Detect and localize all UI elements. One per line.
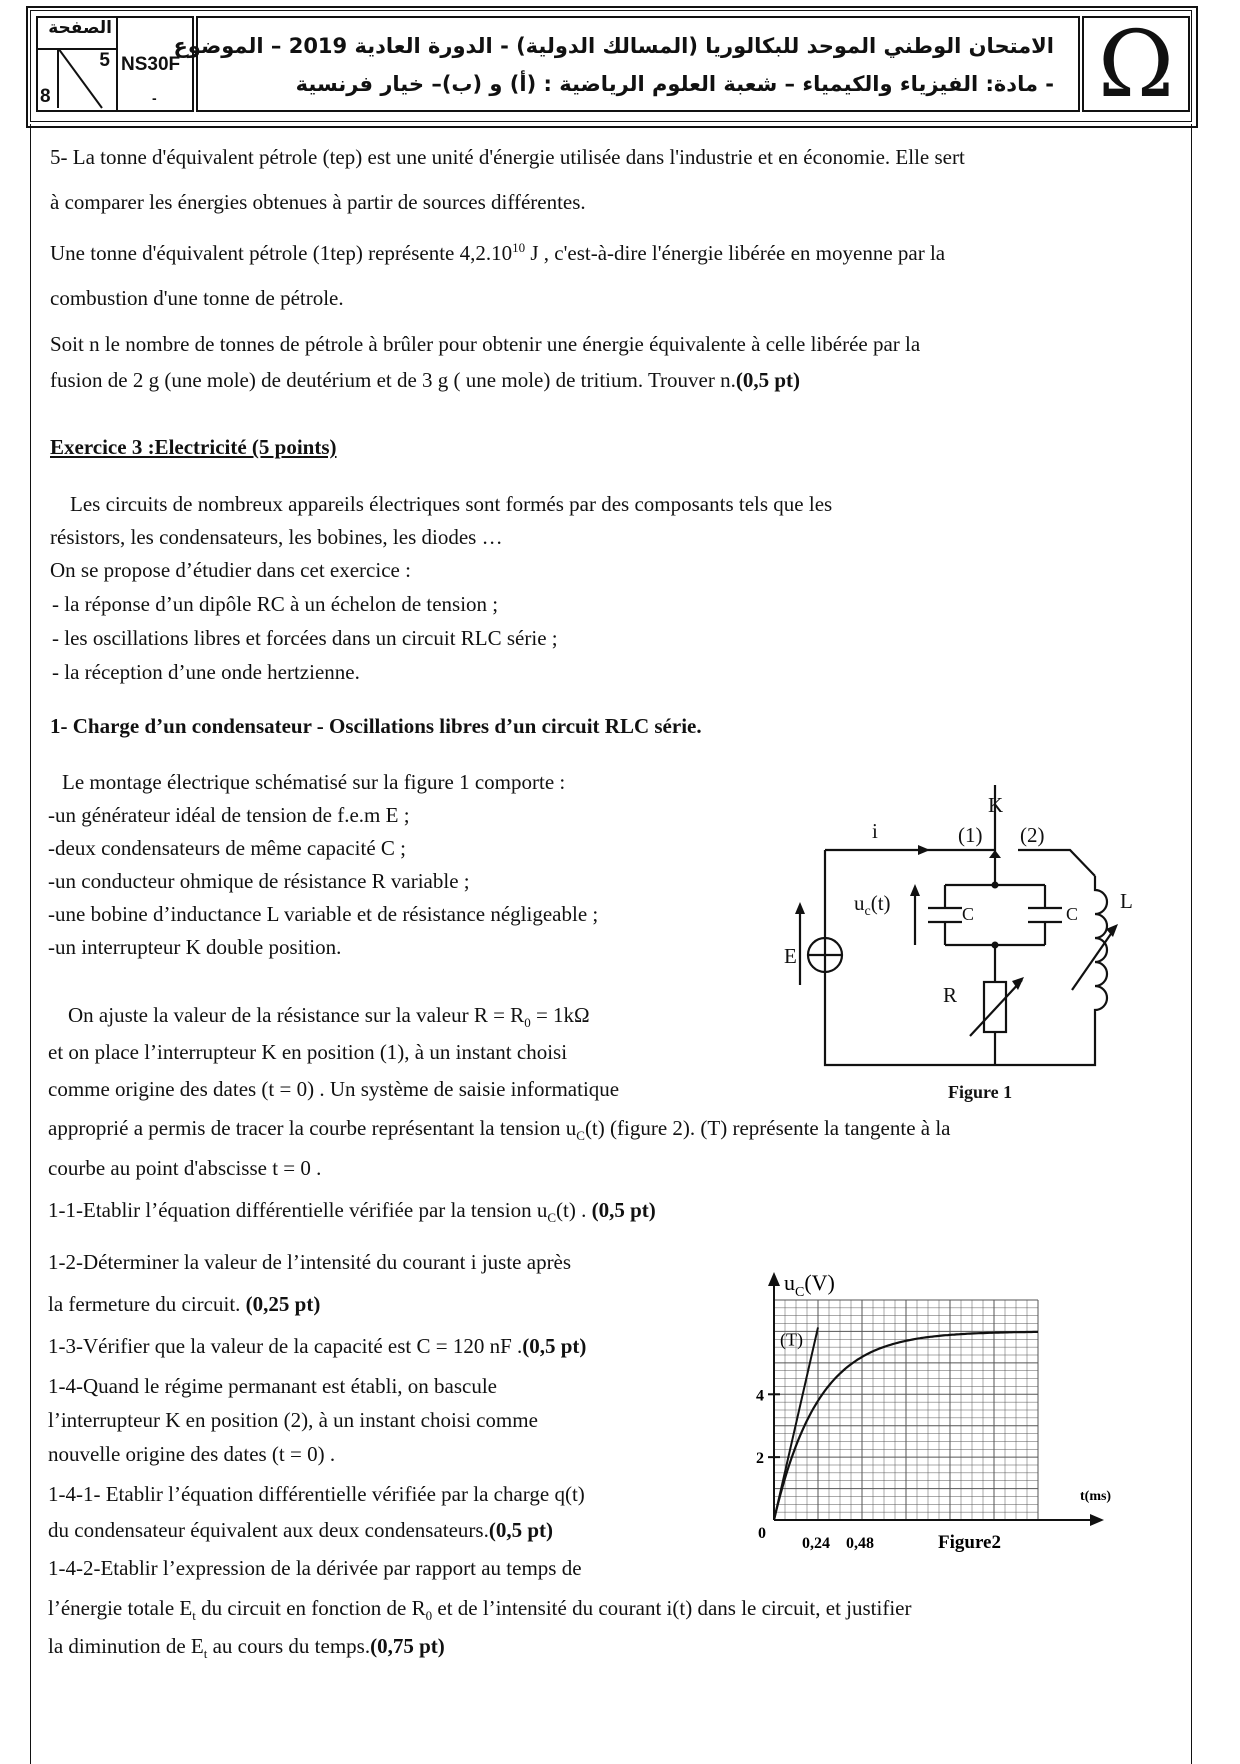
node-dot-k xyxy=(989,850,1001,858)
current-i-label: i xyxy=(872,819,878,843)
chart-origin-label: 0 xyxy=(758,1525,766,1542)
adjust-line-4-sub: C xyxy=(576,1128,585,1144)
q5-line-1-text: 5- La tonne d'équivalent pétrole (tep) est une unité d'énergie utilisée dans l'industrie et en économie. Elle sert xyxy=(50,145,965,169)
uc-sub: c xyxy=(864,904,871,919)
exam-code: NS30F xyxy=(121,54,181,75)
question-1-3 xyxy=(48,1334,586,1358)
uc-u: u xyxy=(854,891,865,915)
node-dot-cap-top xyxy=(992,882,999,889)
question-1-2-line-1: 1-2-Déterminer la valeur de l’intensité du courant i juste après xyxy=(48,1250,572,1274)
omega-logo-icon: Ω xyxy=(1097,11,1175,118)
adjust-line-1-b: = 1kΩ xyxy=(530,1003,590,1027)
chart-y-tick-label: 2 xyxy=(756,1450,764,1468)
question-1-4-2-line-2 xyxy=(48,1596,911,1628)
question-1-1 xyxy=(48,1198,656,1230)
voltage-uc-arrowhead xyxy=(910,884,920,896)
q142-c2: au cours du temps. xyxy=(207,1634,371,1658)
q5-line-3-a: Une tonne d'équivalent pétrole (1tep) représente 4,2.10 xyxy=(50,241,513,265)
q13-a: 1-3-Vérifier que la valeur de la capacité est C = 120 nF . xyxy=(48,1334,523,1358)
q13-points: (0,5 pt) xyxy=(522,1334,587,1358)
q142-b3: et de l’intensité du courant i(t) dans le circuit, et justifier xyxy=(432,1596,912,1620)
adjust-line-1-sub: 0 xyxy=(524,1015,531,1031)
resistor-variable-arrow xyxy=(970,980,1022,1036)
q5-line-5: Soit n le nombre de tonnes de pétrole à brûler pour obtenir une énergie équivalente à celle libérée par la xyxy=(50,332,921,356)
part-1-title: 1- Charge d’un condensateur - Oscillations libres d’un circuit RLC série. xyxy=(50,714,702,738)
q11-points: (0,5 pt) xyxy=(591,1198,656,1222)
exercise-3-title: Exercice 3 :Electricité (5 points) xyxy=(50,435,337,459)
adjust-line-4 xyxy=(48,1116,951,1148)
current-arrowhead xyxy=(918,845,930,855)
q11-a: 1-1-Etablir l’équation différentielle vérifiée par la tension u xyxy=(48,1198,548,1222)
question-1-4-line-2: l’interrupteur K en position (2), à un instant choisi comme xyxy=(48,1408,538,1432)
chart-y-tick-label: 4 xyxy=(756,1387,764,1405)
ex3-intro-3: On se propose d’étudier dans cet exercice : xyxy=(50,558,411,582)
adjust-line-1 xyxy=(68,1003,590,1035)
q5-line-3-exp: 10 xyxy=(512,240,526,255)
page-label: الصفحة xyxy=(48,18,112,38)
chart-y-label: $u_C(V)$ xyxy=(784,1270,835,1300)
capacitor-1-plates xyxy=(928,908,962,922)
question-1-4-line-3: nouvelle origine des dates (t = 0) . xyxy=(48,1442,336,1466)
q5-line-3 xyxy=(50,236,945,265)
exam-code-dash: - xyxy=(152,90,157,106)
uc-t: (t) xyxy=(870,891,891,915)
q5-line-2: à comparer les énergies obtenues à partir de sources différentes. xyxy=(50,190,586,214)
exam-title-line-1: الامتحان الوطني الموحد للبكالوريا (المسالك الدولية) - الدورة العادية 2019 – الموضوع xyxy=(173,34,1054,58)
montage-line-4: -un conducteur ohmique de résistance R variable ; xyxy=(48,869,470,893)
question-1-4-2-line-3 xyxy=(48,1634,445,1666)
question-1-4-1-line-1: 1-4-1- Etablir l’équation différentielle vérifiée par la charge q(t) xyxy=(48,1482,585,1506)
ex3-bullet-3: - la réception d’une onde hertzienne. xyxy=(52,660,360,684)
figure-1-caption: Figure 1 xyxy=(948,1082,1013,1102)
adjust-line-5: courbe au point d'abscisse t = 0 . xyxy=(48,1156,322,1180)
chart-x-tick-label: 0,48 xyxy=(846,1535,874,1552)
inductor-l-label: L xyxy=(1120,889,1133,913)
question-1-4-1-line-2 xyxy=(48,1518,553,1542)
q5-line-6 xyxy=(50,368,800,392)
q142-b2: du circuit en fonction de R xyxy=(195,1596,426,1620)
chart-tangent-label: (T) xyxy=(780,1329,803,1350)
exam-title-box xyxy=(173,16,1080,112)
exam-title-line-2: - مادة: الفيزياء والكيمياء – شعبة العلوم الرياضية : (أ) و (ب)– خيار فرنسية xyxy=(295,72,1054,96)
question-1-4-2-line-1: 1-4-2-Etablir l’expression de la dérivée par rapport au temps de xyxy=(48,1556,582,1580)
montage-line-6: -un interrupteur K double position. xyxy=(48,935,342,959)
question-1-4-line-1: 1-4-Quand le régime permanant est établi, on bascule xyxy=(48,1374,497,1398)
question-1-2-line-2 xyxy=(48,1292,320,1316)
q5-points: (0,5 pt) xyxy=(735,368,801,392)
figure-1-circuit xyxy=(760,780,1140,1110)
ex3-intro-2: résistors, les condensateurs, les bobines, les diodes … xyxy=(50,525,503,549)
resistor-r-label: R xyxy=(943,983,958,1007)
q12-points: (0,25 pt) xyxy=(245,1292,321,1316)
ex3-bullet-1: - la réponse d’un dipôle RC à un échelon de tension ; xyxy=(52,592,499,616)
inductor-variable-arrow xyxy=(1072,928,1115,990)
q142-c1: la diminution de E xyxy=(48,1634,204,1658)
q5-line-1 xyxy=(50,145,965,169)
switch-pos-2-label: (2) xyxy=(1020,823,1045,847)
voltage-uc-label xyxy=(854,891,891,919)
q5-line-3-b: J , c'est-à-dire l'énergie libérée en moyenne par la xyxy=(525,241,946,265)
node-dot-cap-bottom xyxy=(992,942,999,949)
q142-b2-sub: 0 xyxy=(425,1608,433,1624)
adjust-line-2: et on place l’interrupteur K en position (1), à un instant choisi xyxy=(48,1040,568,1064)
switch-pos-1-label: (1) xyxy=(958,823,983,847)
capacitor-1-label: C xyxy=(962,904,975,924)
montage-line-3: -deux condensateurs de même capacité C ; xyxy=(48,836,407,860)
logo-box xyxy=(1082,11,1190,118)
adjust-line-3: comme origine des dates (t = 0) . Un système de saisie informatique xyxy=(48,1077,620,1101)
q141-points: (0,5 pt) xyxy=(488,1518,554,1542)
page-number-box xyxy=(36,16,118,112)
voltage-e-arrowhead xyxy=(795,902,805,914)
montage-line-1: Le montage électrique schématisé sur la figure 1 comporte : xyxy=(62,770,566,794)
q142-c1-sub: t xyxy=(203,1646,208,1662)
q142-b1: l’énergie totale E xyxy=(48,1596,193,1620)
q142-points: (0,75 pt) xyxy=(370,1634,445,1658)
generator-e-label: E xyxy=(784,944,797,968)
capacitor-2-plates xyxy=(1028,908,1062,922)
switch-k-label: K xyxy=(988,793,1004,817)
resistor-r xyxy=(984,982,1006,1032)
q141-b: du condensateur équivalent aux deux condensateurs. xyxy=(48,1518,489,1542)
circuit-wire-bottom xyxy=(825,850,1095,1065)
q11-b: (t) . xyxy=(556,1198,592,1222)
circuit-wire-pos2 xyxy=(1018,850,1095,876)
q5-line-6-text: fusion de 2 g (une mole) de deutérium et de 3 g ( une mole) de tritium. Trouver n. xyxy=(50,368,736,392)
ex3-bullet-2: - les oscillations libres et forcées dans un circuit RLC série ; xyxy=(52,626,558,650)
q142-b1-sub: t xyxy=(192,1608,196,1624)
chart-title: Figure2 xyxy=(938,1532,1001,1553)
adjust-line-4-b: (t) (figure 2). (T) représente la tangente à la xyxy=(584,1116,951,1140)
ex3-intro-1: Les circuits de nombreux appareils électriques sont formés par des composants tels que les xyxy=(70,492,833,516)
adjust-line-1-a: On ajuste la valeur de la résistance sur la valeur R = R xyxy=(68,1003,525,1027)
montage-line-5: -une bobine d’inductance L variable et de résistance négligeable ; xyxy=(48,902,599,926)
chart-x-tick-label: 0,24 xyxy=(802,1535,830,1552)
chart-x-axis-arrowhead xyxy=(1090,1514,1104,1526)
chart-x-label: t(ms) xyxy=(1080,1489,1112,1504)
q5-line-4: combustion d'une tonne de pétrole. xyxy=(50,286,344,310)
page-total: 8 xyxy=(40,86,51,107)
q12-b: la fermeture du circuit. xyxy=(48,1292,246,1316)
adjust-line-4-a: approprié a permis de tracer la courbe représentant la tension u xyxy=(48,1116,577,1140)
page-number: 5 xyxy=(99,50,110,71)
figure-2-chart xyxy=(730,1270,1150,1570)
montage-line-2: -un générateur idéal de tension de f.e.m E ; xyxy=(48,803,410,827)
exam-code-box xyxy=(116,16,194,112)
chart-y-axis-arrowhead xyxy=(768,1272,780,1286)
capacitor-2-label: C xyxy=(1066,904,1079,924)
q11-sub: C xyxy=(547,1210,556,1226)
